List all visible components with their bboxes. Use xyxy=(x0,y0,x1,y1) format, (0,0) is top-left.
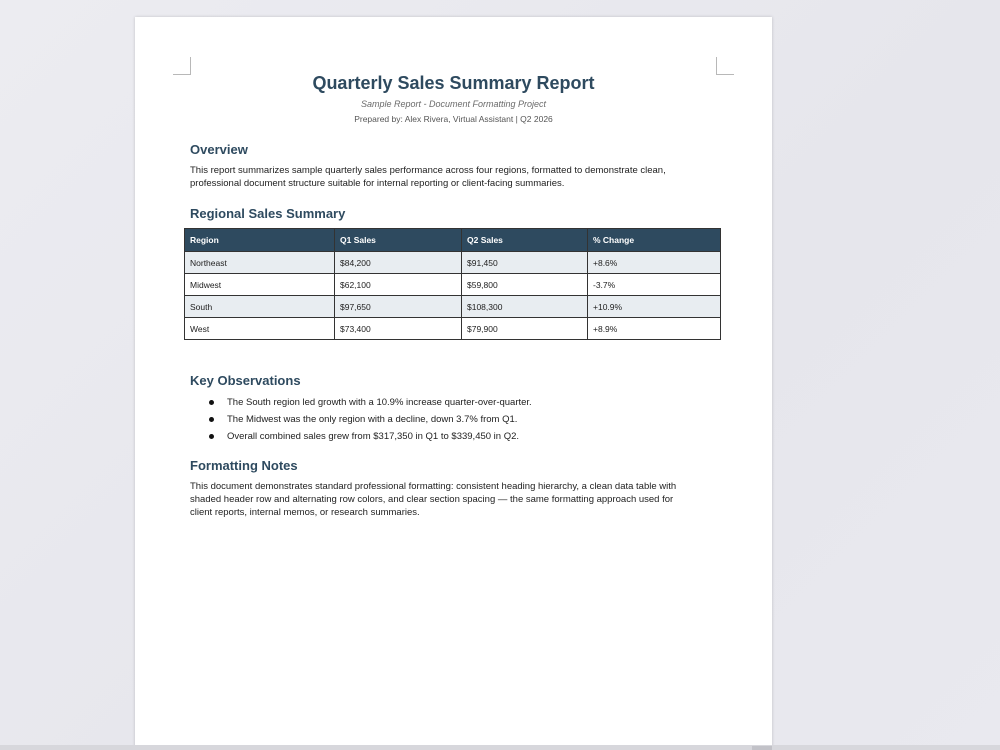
regional-heading: Regional Sales Summary xyxy=(190,206,346,221)
overview-heading: Overview xyxy=(190,142,248,157)
formatting-notes-heading: Formatting Notes xyxy=(190,458,298,473)
bullet-icon xyxy=(209,417,214,422)
bullet-icon xyxy=(209,434,214,439)
notes-line: This document demonstrates standard professional formatting: consistent heading hierarchy, a clean data table with xyxy=(190,481,677,492)
overview-line: This report summarizes sample quarterly sales performance across four regions, formatted to demonstrate clean, xyxy=(190,165,666,176)
horizontal-scrollbar[interactable] xyxy=(0,745,1000,750)
table-row xyxy=(185,318,721,340)
table-cell: +8.6% xyxy=(588,252,721,274)
table-cell: $108,300 xyxy=(462,296,588,318)
table-cell: $97,650 xyxy=(335,296,462,318)
table-header-row xyxy=(185,229,721,252)
list-item xyxy=(205,396,532,413)
table-cell: +10.9% xyxy=(588,296,721,318)
document-page[interactable] xyxy=(135,17,772,750)
notes-line: client reports, internal memos, or research summaries. xyxy=(190,507,420,518)
overview-paragraph xyxy=(190,164,720,190)
regional-sales-table xyxy=(184,228,721,340)
bullet-icon xyxy=(209,400,214,405)
formatting-notes-paragraph xyxy=(190,480,730,519)
table-cell: $62,100 xyxy=(335,274,462,296)
document-title: Quarterly Sales Summary Report xyxy=(312,73,595,93)
observations-heading: Key Observations xyxy=(190,373,301,388)
table-row xyxy=(185,296,721,318)
table-cell: +8.9% xyxy=(588,318,721,340)
table-cell: $91,450 xyxy=(462,252,588,274)
list-item-text: The Midwest was the only region with a decline, down 3.7% from Q1. xyxy=(227,414,518,425)
column-header-region: Region xyxy=(185,229,335,252)
list-item xyxy=(205,413,532,430)
list-item-text: The South region led growth with a 10.9% increase quarter-over-quarter. xyxy=(227,397,532,408)
table-cell: $73,400 xyxy=(335,318,462,340)
table-cell: $84,200 xyxy=(335,252,462,274)
table-cell: Midwest xyxy=(185,274,335,296)
table-row xyxy=(185,274,721,296)
table-cell: -3.7% xyxy=(588,274,721,296)
table-cell: $79,900 xyxy=(462,318,588,340)
table-row xyxy=(185,252,721,274)
table-cell: Northeast xyxy=(185,252,335,274)
prepared-by-line: Prepared by: Alex Rivera, Virtual Assistant | Q2 2026 xyxy=(354,114,553,124)
column-header-q1-sales: Q1 Sales xyxy=(335,229,462,252)
document-subtitle: Sample Report - Document Formatting Project xyxy=(360,99,547,109)
list-item xyxy=(205,430,532,447)
scrollbar-thumb[interactable] xyxy=(752,746,772,750)
table-cell: South xyxy=(185,296,335,318)
notes-line: shaded header row and alternating row colors, and clear section spacing — the same formatting approach used for xyxy=(190,494,674,505)
list-item-text: Overall combined sales grew from $317,350 in Q1 to $339,450 in Q2. xyxy=(227,431,520,442)
table-cell: $59,800 xyxy=(462,274,588,296)
column-header-q2-sales: Q2 Sales xyxy=(462,229,588,252)
observations-list xyxy=(205,396,532,447)
overview-line: professional document structure suitable for internal reporting or client-facing summaries. xyxy=(190,178,565,189)
table-cell: West xyxy=(185,318,335,340)
column-header-percent-change: % Change xyxy=(588,229,721,252)
